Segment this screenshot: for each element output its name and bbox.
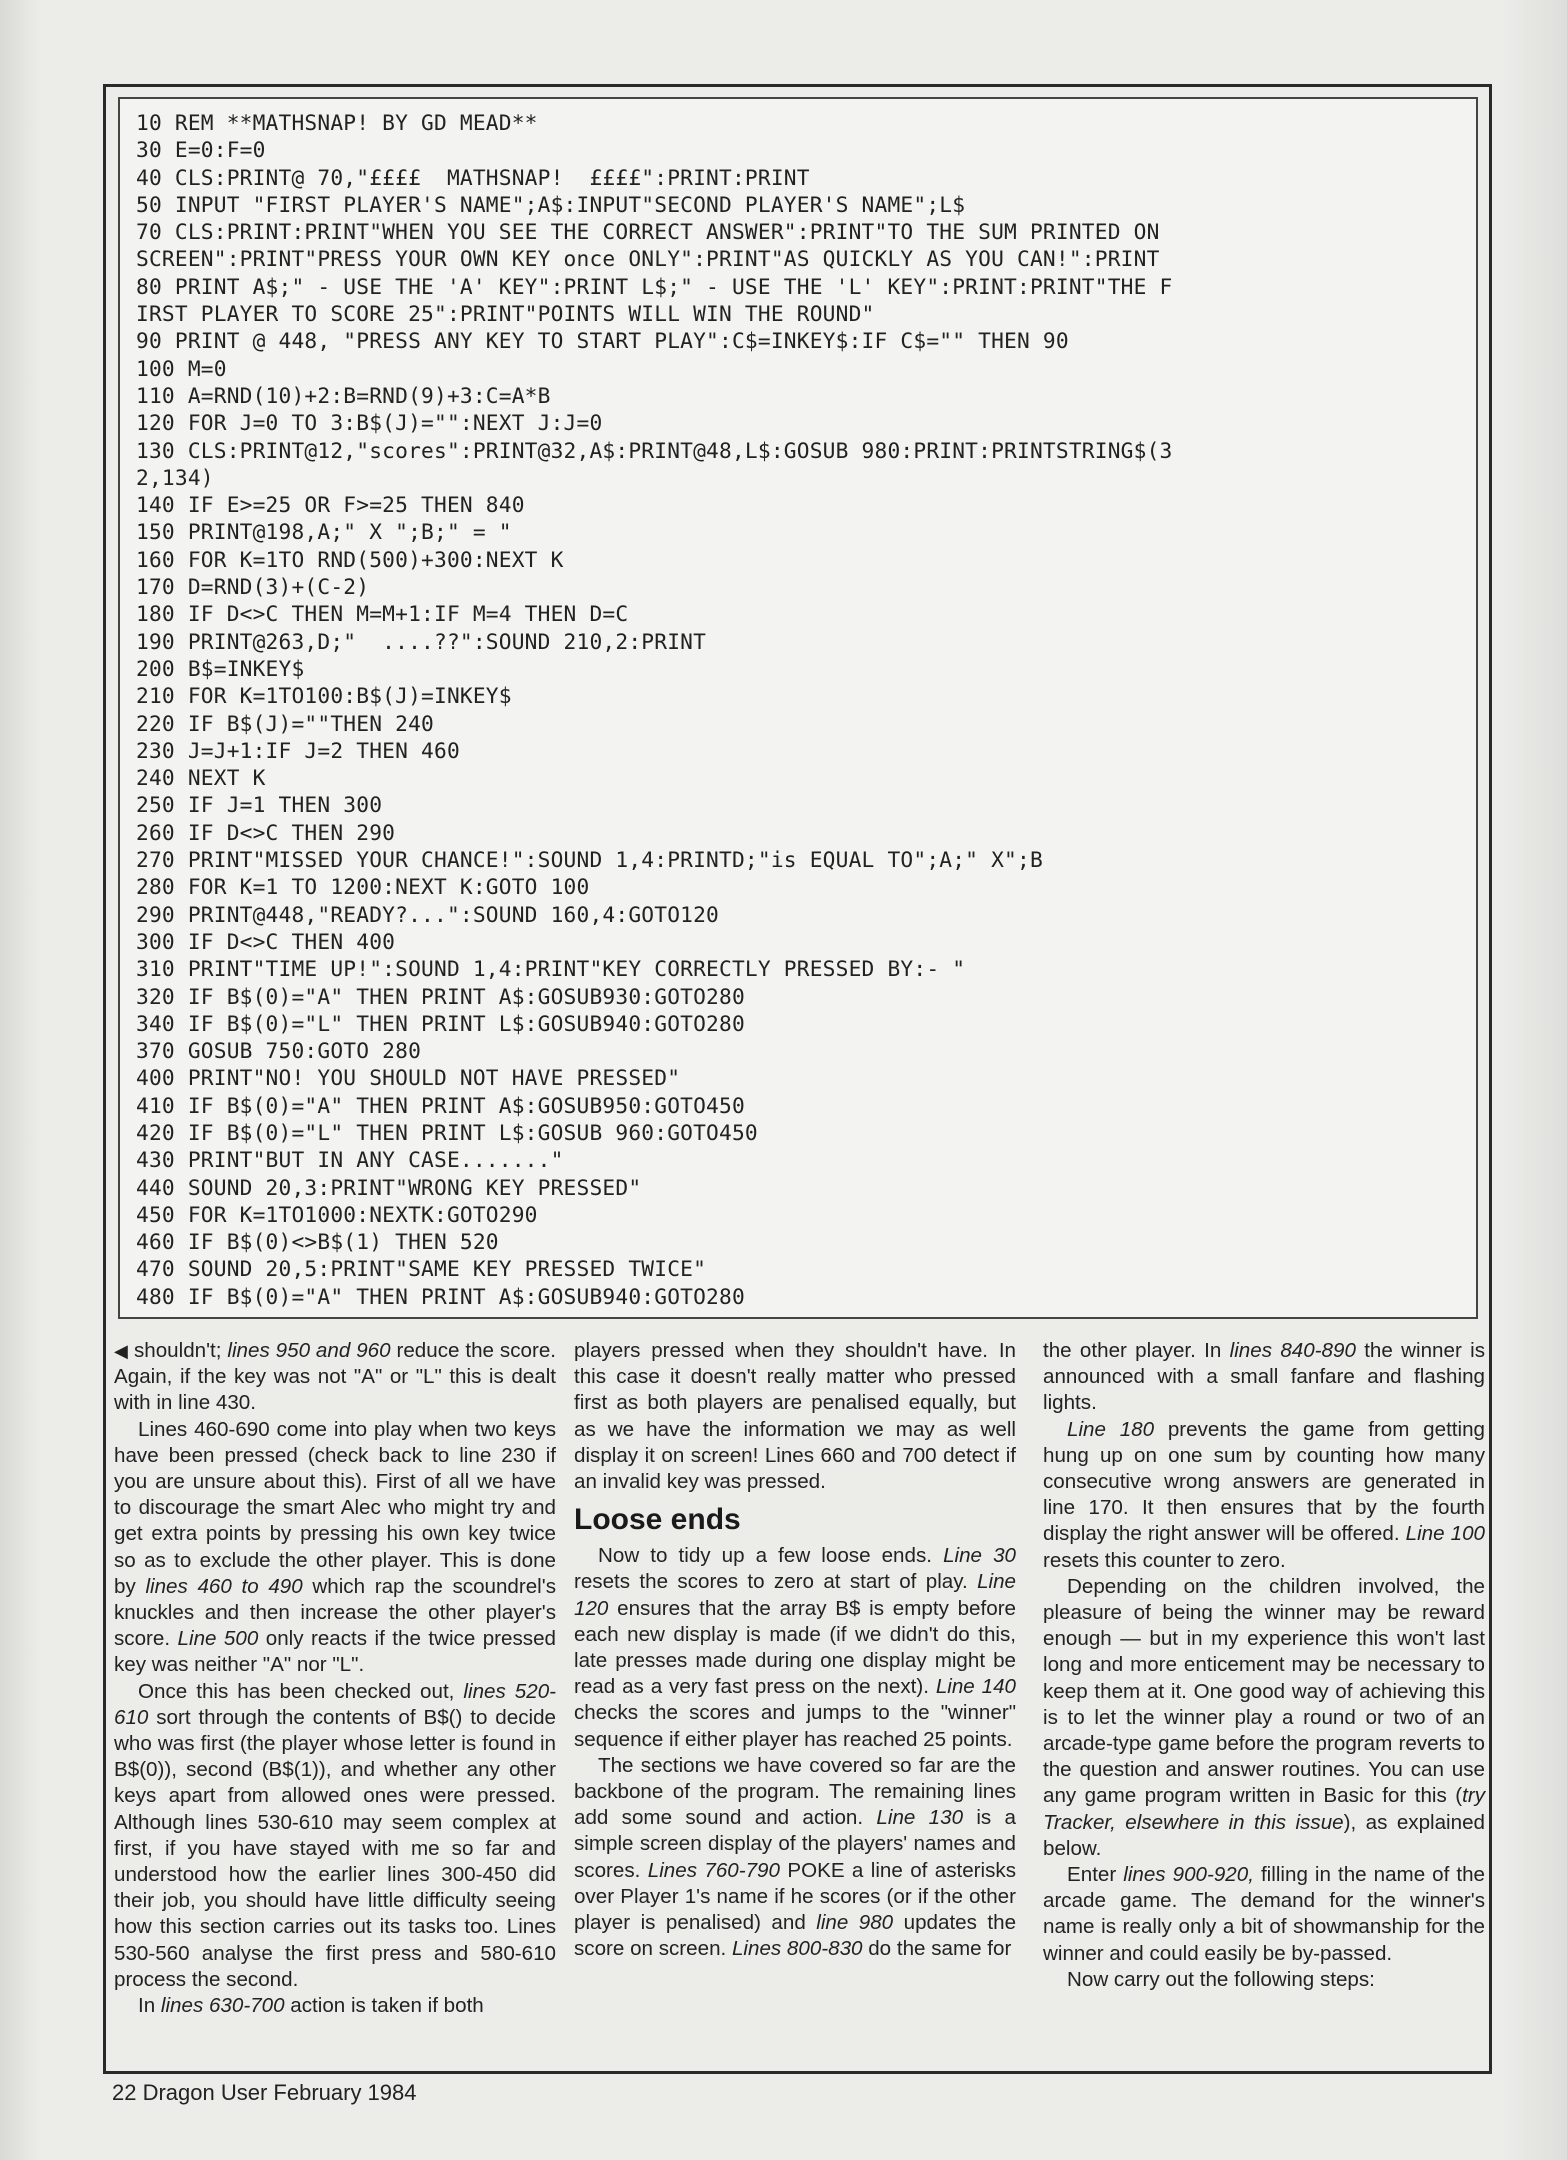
code-line: 50 INPUT "FIRST PLAYER'S NAME";A$:INPUT"SECOND PLAYER'S NAME";L$ — [136, 191, 966, 217]
code-line: 220 IF B$(J)=""THEN 240 — [136, 710, 434, 736]
paragraph: In lines 630-700 action is taken if both — [138, 1994, 484, 2018]
code-line: 80 PRINT A$;" - USE THE 'A' KEY":PRINT L$;" - USE THE 'L' KEY":PRINT:PRINT"THE F — [136, 273, 1173, 299]
paragraph: The sections we have covered so far are the backbone of the program. The remaining lines add some sound and action. Line 130 is a simple screen display of the players' names and scores. Lines 760-790 POKE a line of asterisks over Player 1's name if he scores (or if the other player is penalised) and line 980 updates the score on screen. Lines 800-830 do the same for — [574, 1753, 1017, 1961]
code-line: 310 PRINT"TIME UP!":SOUND 1,4:PRINT"KEY CORRECTLY PRESSED BY:- " — [136, 956, 966, 982]
article-column-2 — [574, 1338, 1016, 1962]
code-line: 450 FOR K=1TO1000:NEXTK:GOTO290 — [136, 1201, 538, 1227]
program-listing — [118, 97, 1478, 1319]
code-line: 150 PRINT@198,A;" X ";B;" = " — [136, 519, 512, 545]
code-line: 2,134) — [136, 464, 214, 490]
code-line: 320 IF B$(0)="A" THEN PRINT A$:GOSUB930:GOTO280 — [136, 983, 745, 1009]
code-line: 200 B$=INKEY$ — [136, 655, 305, 681]
code-line: 210 FOR K=1TO100:B$(J)=INKEY$ — [136, 683, 512, 709]
paragraph: Once this has been checked out, lines 520-610 sort through the contents of B$() to decide who was first (the player whose letter is found in B$(0)), second (B$(1)), and whether any other keys apart from allowed ones were pressed. Although lines 530-610 may seem complex at first, if you have stayed with me so far and understood how the earlier lines 300-450 did their job, you should have little difficulty seeing how this section carries out its tasks too. Lines 530-560 analyse the first press and 580-610 process the second. — [114, 1679, 557, 1991]
code-line: 180 IF D<>C THEN M=M+1:IF M=4 THEN D=C — [136, 601, 629, 627]
code-line: 90 PRINT @ 448, "PRESS ANY KEY TO START PLAY":C$=INKEY$:IF C$="" THEN 90 — [136, 328, 1069, 354]
code-line: 460 IF B$(0)<>B$(1) THEN 520 — [136, 1229, 499, 1255]
code-line: 70 CLS:PRINT:PRINT"WHEN YOU SEE THE CORRECT ANSWER":PRINT"TO THE SUM PRINTED ON — [136, 219, 1160, 245]
paragraph: Depending on the children involved, the pleasure of being the winner may be reward enough — but in my experience this won't last long and more enticement may be necessary to keep them at it. One good way of achieving this is to let the winner play a round or two of an arcade-type game before the program reverts to the question and answer routines. You can use any game program written in Basic for this (try Tracker, elsewhere in this issue), as explained below. — [1043, 1574, 1485, 1860]
code-line: 290 PRINT@448,"READY?...":SOUND 160,4:GOTO120 — [136, 901, 720, 927]
paragraph: players pressed when they shouldn't have. In this case it doesn't really matter who pressed first as both players are penalised equally, but as we have the information we may as well display it on screen! Lines 660 and 700 detect if an invalid key was pressed. — [574, 1339, 1016, 1494]
article-column-3 — [1043, 1338, 1485, 1993]
code-line: 140 IF E>=25 OR F>=25 THEN 840 — [136, 492, 525, 518]
code-line: 170 D=RND(3)+(C-2) — [136, 574, 370, 600]
code-line: 250 IF J=1 THEN 300 — [136, 792, 383, 818]
code-line: 280 FOR K=1 TO 1200:NEXT K:GOTO 100 — [136, 874, 590, 900]
code-line: 400 PRINT"NO! YOU SHOULD NOT HAVE PRESSED" — [136, 1065, 681, 1091]
code-line: 410 IF B$(0)="A" THEN PRINT A$:GOSUB950:GOTO450 — [136, 1092, 745, 1118]
code-line: 300 IF D<>C THEN 400 — [136, 928, 396, 954]
code-line: 480 IF B$(0)="A" THEN PRINT A$:GOSUB940:GOTO280 — [136, 1283, 745, 1309]
code-line: 430 PRINT"BUT IN ANY CASE......." — [136, 1147, 564, 1173]
code-line: 120 FOR J=0 TO 3:B$(J)="":NEXT J:J=0 — [136, 410, 603, 436]
code-line: 100 M=0 — [136, 355, 227, 381]
code-line: 340 IF B$(0)="L" THEN PRINT L$:GOSUB940:GOTO280 — [136, 1010, 745, 1036]
code-line: 240 NEXT K — [136, 765, 266, 791]
code-line: 130 CLS:PRINT@12,"scores":PRINT@32,A$:PRINT@48,L$:GOSUB 980:PRINT:PRINTSTRING$(3 — [136, 437, 1173, 463]
code-line: 420 IF B$(0)="L" THEN PRINT L$:GOSUB 960:GOTO450 — [136, 1119, 758, 1145]
paragraph: ◀ shouldn't; lines 950 and 960 reduce the score. Again, if the key was not "A" or "L" this is dealt with in line 430. — [114, 1339, 556, 1415]
code-line: 190 PRINT@263,D;" ....??":SOUND 210,2:PRINT — [136, 628, 707, 654]
paragraph: Enter lines 900-920, filling in the name of the arcade game. The demand for the winner's name is really only a bit of showmanship for the winner and could easily be by-passed. — [1043, 1863, 1485, 1965]
article-body — [114, 1338, 1484, 2068]
code-line: 260 IF D<>C THEN 290 — [136, 819, 396, 845]
paragraph: Now to tidy up a few loose ends. Line 30 resets the scores to zero at start of play. Line 120 ensures that the array B$ is empty before each new display is made (if we didn't do this, late presses made during one display might be read as a very fast press on the next). Line 140 checks the scores and jumps to the "winner" sequence if either player has reached 25 points. — [574, 1544, 1016, 1751]
article-column-1 — [114, 1338, 556, 2019]
code-line: 470 SOUND 20,5:PRINT"SAME KEY PRESSED TWICE" — [136, 1256, 707, 1282]
code-line: 160 FOR K=1TO RND(500)+300:NEXT K — [136, 546, 564, 572]
code-line: 40 CLS:PRINT@ 70,"££££ MATHSNAP! ££££":PRINT:PRINT — [136, 164, 810, 190]
paragraph: Line 180 prevents the game from getting hung up on one sum by counting how many consecutive wrong answers are generated in line 170. It then ensures that by the fourth display the right answer will be offered. Line 100 resets this counter to zero. — [1043, 1417, 1485, 1572]
code-line: 230 J=J+1:IF J=2 THEN 460 — [136, 737, 460, 763]
code-line: IRST PLAYER TO SCORE 25":PRINT"POINTS WILL WIN THE ROUND" — [136, 301, 875, 327]
code-line: 270 PRINT"MISSED YOUR CHANCE!":SOUND 1,4:PRINTD;"is EQUAL TO";A;" X";B — [136, 847, 1043, 873]
code-line: SCREEN":PRINT"PRESS YOUR OWN KEY once ONLY":PRINT"AS QUICKLY AS YOU CAN!":PRINT — [136, 246, 1160, 272]
paragraph: Lines 460-690 come into play when two keys have been pressed (check back to line 230 if you are unsure about this). First of all we have to discourage the smart Alec who might try and get extra points by pressing his own key twice so as to exclude the other player. This is done by lines 460 to 490 which rap the scoundrel's knuckles and then increase the other player's score. Line 500 only reacts if the twice pressed key was neither "A" nor "L". — [114, 1417, 556, 1677]
section-heading: Loose ends — [574, 1503, 741, 1537]
continued-arrow-icon: ◀ — [114, 1341, 129, 1361]
code-line: 10 REM **MATHSNAP! BY GD MEAD** — [136, 110, 538, 135]
code-line: 30 E=0:F=0 — [136, 137, 266, 163]
page-footer: 22 Dragon User February 1984 — [112, 2080, 417, 2105]
code-line: 440 SOUND 20,3:PRINT"WRONG KEY PRESSED" — [136, 1174, 642, 1200]
paragraph: Now carry out the following steps: — [1067, 1967, 1375, 1991]
code-line: 110 A=RND(10)+2:B=RND(9)+3:C=A*B — [136, 382, 551, 408]
paragraph: the other player. In lines 840-890 the winner is announced with a small fanfare and flashing lights. — [1043, 1339, 1485, 1415]
code-line: 370 GOSUB 750:GOTO 280 — [136, 1038, 422, 1064]
